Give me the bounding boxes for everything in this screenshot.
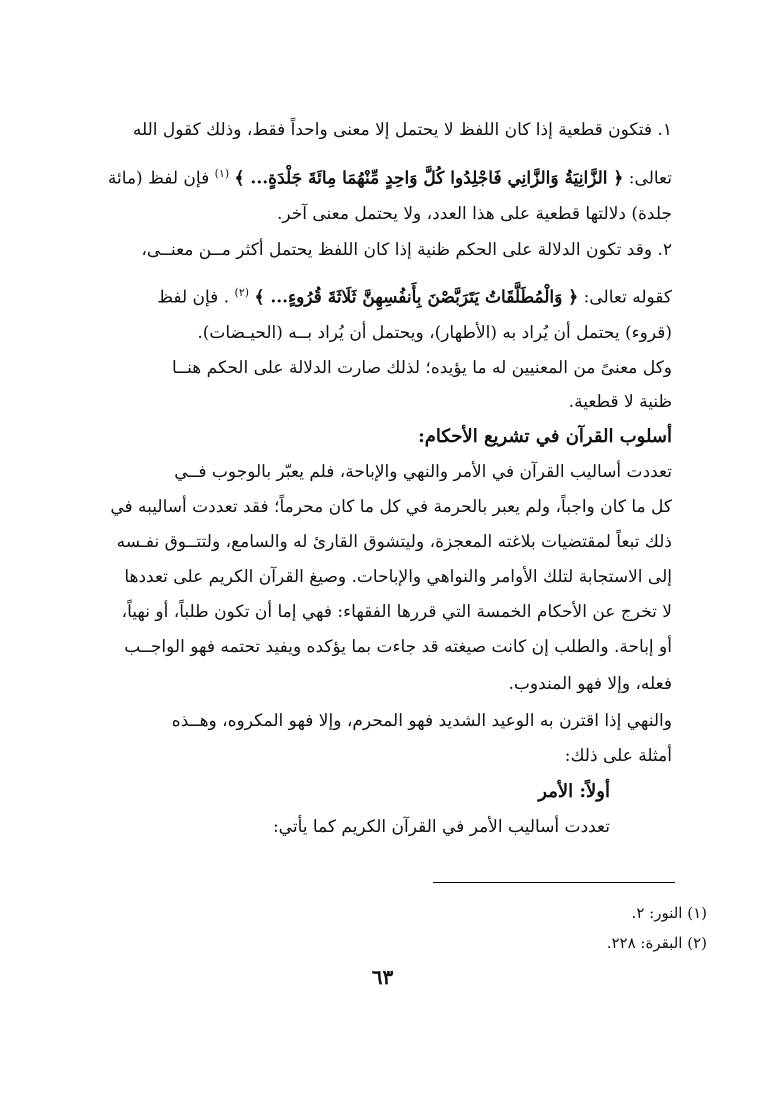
- p2-line-2: [157, 281, 672, 310]
- footnote-ref-1: (١): [214, 167, 230, 180]
- footnote-ref-2: (٢): [234, 286, 250, 299]
- p1-line-3: جلدة) دلالتها قطعية على هذا العدد، ولا يحتمل معنى آخر.: [276, 204, 672, 224]
- p3-line-3: ذلك تبعاً لمقتضيات بلاغته المعجزة، وليتشوق القارئ له والسامع، ولتتــوق نفـسه: [116, 532, 672, 552]
- p1-line-2: [108, 162, 672, 191]
- p2-line-4: وكل معنىً من المعنيين له ما يؤيده؛ لذلك صارت الدلالة على الحكم هنــا: [171, 358, 672, 378]
- p3-line-5: لا تخرج عن الأحكام الخمسة التي قررها الفقهاء: فهي إما أن تكون طلباً، أو نهياً،: [121, 602, 672, 622]
- quran-verse-1: ﴿ الزَّانِيَةُ وَالزَّانِي فَاجْلِدُوا كُلَّ وَاحِدٍ مِّنْهُمَا مِائَةَ جَلْدَةٍ... ﴾: [234, 168, 624, 189]
- p2-line-1: ٢. وقد تكون الدلالة على الحكم ظنية إذا كان اللفظ يحتمل أكثر مــن معنــى،: [141, 240, 672, 260]
- p3-line-6: أو إباحة. والطلب إن كانت صيغته قد جاءت بما يؤكده ويفيد تحتمه فهو الواجــب: [124, 637, 672, 657]
- p5-line-1: تعددت أساليب الأمر في القرآن الكريم كما يأتي:: [272, 817, 610, 837]
- p2-line-2-tail: . فإن لفظ: [157, 287, 230, 308]
- p3-line-4: إلى الاستجابة لتلك الأوامر والنواهي والإباحات. وصيغ القرآن الكريم على تعددها: [124, 567, 672, 587]
- p4-line-2: أمثلة على ذلك:: [564, 746, 672, 766]
- p1-line-1: ١. فتكون قطعية إذا كان اللفظ لا يحتمل إلا معنى واحداً فقط، وذلك كقول الله: [132, 120, 672, 140]
- footnote-2: (٢) البقرة: ٢٢٨.: [606, 934, 707, 952]
- p3-line-1: تعددت أساليب القرآن في الأمر والنهي والإباحة، فلم يعبّر بالوجوب فــي: [174, 462, 672, 482]
- p3-line-7: فعله، وإلا فهو المندوب.: [508, 674, 672, 694]
- p2-line-2-intro: كقوله تعالى:: [583, 287, 672, 308]
- p3-line-2: كل ما كان واجباً، ولم يعبر بالحرمة في كل ما كان محرماً؛ فقد تعددت أساليبه في: [110, 497, 672, 517]
- p2-line-3: (قروء) يحتمل أن يُراد به (الأطهار)، ويحتمل أن يُراد بــه (الحيـضات).: [197, 323, 672, 343]
- p4-line-1: والنهي إذا اقترن به الوعيد الشديد فهو المحرم، وإلا فهو المكروه، وهــذه: [171, 711, 672, 731]
- footnote-1: (١) النور: ٢.: [631, 904, 707, 922]
- p1-line-2-tail: فإن لفظ (مائة: [107, 168, 210, 189]
- p2-line-5: ظنية لا قطعية.: [568, 392, 672, 412]
- p1-line-2-intro: تعالى:: [628, 168, 672, 189]
- quran-verse-2: ﴿ وَالْمُطَلَّقَاتُ يَتَرَبَّصْنَ بِأَنفُسِهِنَّ ثَلَاثَةَ قُرُوءٍ... ﴾: [254, 287, 579, 308]
- page-number: ٦٣: [371, 965, 394, 989]
- footnote-divider: [433, 882, 675, 883]
- section-heading: أسلوب القرآن في تشريع الأحكام:: [418, 426, 672, 447]
- subheading-command: أولاً: الأمر: [538, 781, 610, 802]
